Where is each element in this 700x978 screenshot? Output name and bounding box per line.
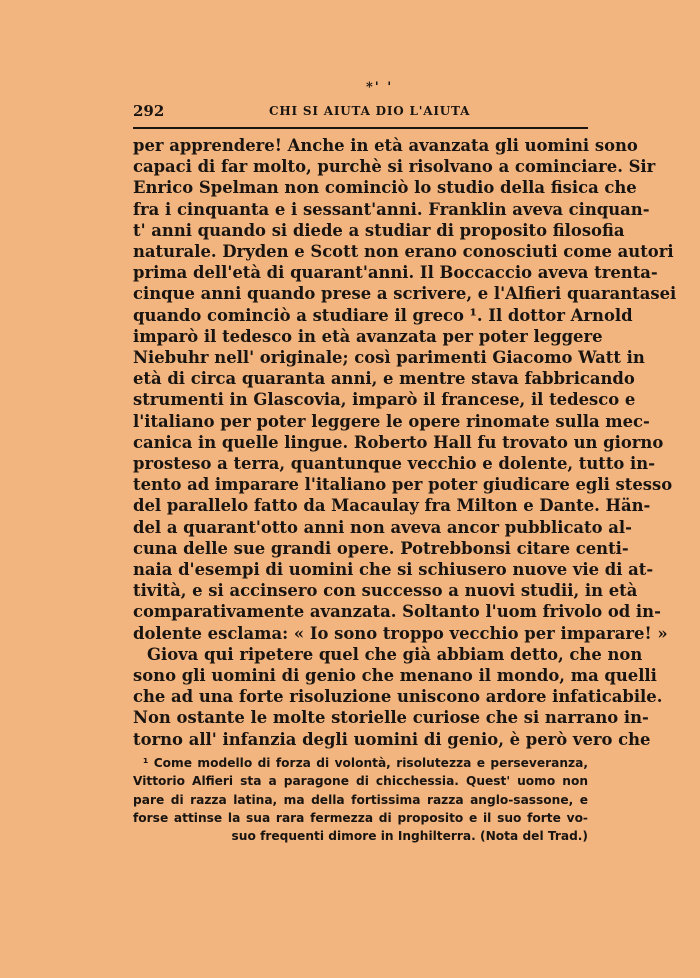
body-line: del parallelo fatto da Macaulay fra Milton e Dante. Hän- bbox=[133, 496, 651, 516]
body-line: torno all' infanzia degli uomini di genio, è però vero che bbox=[133, 729, 651, 749]
footnote bbox=[133, 754, 588, 845]
running-title: CHI SI AIUTA DIO L'AIUTA bbox=[269, 104, 471, 118]
footnote-line: pare di razza latina, ma della fortissima razza anglo-sassone, e bbox=[133, 792, 588, 807]
body-line: prima dell'età di quarant'anni. Il Boccaccio aveva trenta- bbox=[133, 263, 658, 283]
body-line: Giova qui ripetere quel che già abbiam detto, che non bbox=[147, 644, 643, 664]
body-line: Non ostante le molte storielle curiose che si narrano in- bbox=[133, 708, 649, 728]
body-line: che ad una forte risoluzione uniscono ardore infaticabile. bbox=[133, 687, 663, 707]
body-line: cinque anni quando prese a scrivere, e l'Alfieri quarantasei bbox=[133, 284, 677, 304]
body-line: strumenti in Glascovia, imparò il francese, il tedesco e bbox=[133, 390, 636, 410]
body-line: cuna delle sue grandi opere. Potrebbonsi citare centi- bbox=[133, 538, 629, 558]
body-line: naturale. Dryden e Scott non erano conosciuti come autori bbox=[133, 242, 674, 262]
body-line: l'italiano per poter leggere le opere rinomate sulla mec- bbox=[133, 411, 650, 431]
body-text bbox=[133, 135, 677, 750]
body-line: imparò il tedesco in età avanzata per poter leggere bbox=[133, 326, 603, 346]
footnote-line: forse attinse la sua rara fermezza di proposito e il suo forte vo- bbox=[133, 810, 588, 825]
body-line: comparativamente avanzata. Soltanto l'uom frivolo od in- bbox=[133, 602, 661, 622]
body-line: canica in quelle lingue. Roberto Hall fu trovato un giorno bbox=[133, 432, 664, 452]
footnote-line: suo frequenti dimore in Inghilterra. (Nota del Trad.) bbox=[231, 829, 588, 844]
body-line: per apprendere! Anche in età avanzata gli uomini sono bbox=[133, 136, 638, 155]
body-line: età di circa quaranta anni, e mentre stava fabbricando bbox=[133, 369, 635, 389]
body-line: fra i cinquanta e i sessant'anni. Franklin aveva cinquan- bbox=[133, 199, 650, 219]
page-number: 292 bbox=[133, 102, 165, 120]
footnote-line: Vittorio Alfieri sta a paragone di chicchessia. Quest' uomo non bbox=[133, 774, 588, 789]
footnote-line: ¹ Come modello di forza di volontà, risolutezza e perseveranza, bbox=[143, 756, 588, 770]
body-line: t' anni quando si diede a studiar di proposito filosofia bbox=[133, 220, 625, 240]
body-line: sono gli uomini di genio che menano il mondo, ma quelli bbox=[133, 666, 657, 686]
page-header bbox=[133, 102, 588, 122]
body-line: del a quarant'otto anni non aveva ancor pubblicato al- bbox=[133, 517, 632, 537]
body-line: prosteso a terra, quantunque vecchio e dolente, tutto in- bbox=[133, 454, 656, 474]
body-line: Niebuhr nell' originale; così parimenti Giacomo Watt in bbox=[133, 348, 645, 368]
body-line: Enrico Spelman non cominciò lo studio della fisica che bbox=[133, 178, 637, 198]
body-line: tività, e si accinsero con successo a nuovi studii, in età bbox=[133, 581, 638, 601]
body-line: capaci di far molto, purchè si risolvano a cominciare. Sir bbox=[133, 157, 656, 177]
body-line: quando cominciò a studiare il greco ¹. Il dottor Arnold bbox=[133, 305, 633, 325]
top-ornament: *' ' bbox=[366, 80, 394, 95]
body-line: tento ad imparare l'italiano per poter giudicare egli stesso bbox=[133, 475, 673, 495]
header-rule bbox=[133, 127, 588, 129]
body-line: dolente esclama: « Io sono troppo vecchio per imparare! » bbox=[133, 623, 668, 643]
body-line: naia d'esempi di uomini che si schiusero nuove vie di at- bbox=[133, 560, 654, 580]
